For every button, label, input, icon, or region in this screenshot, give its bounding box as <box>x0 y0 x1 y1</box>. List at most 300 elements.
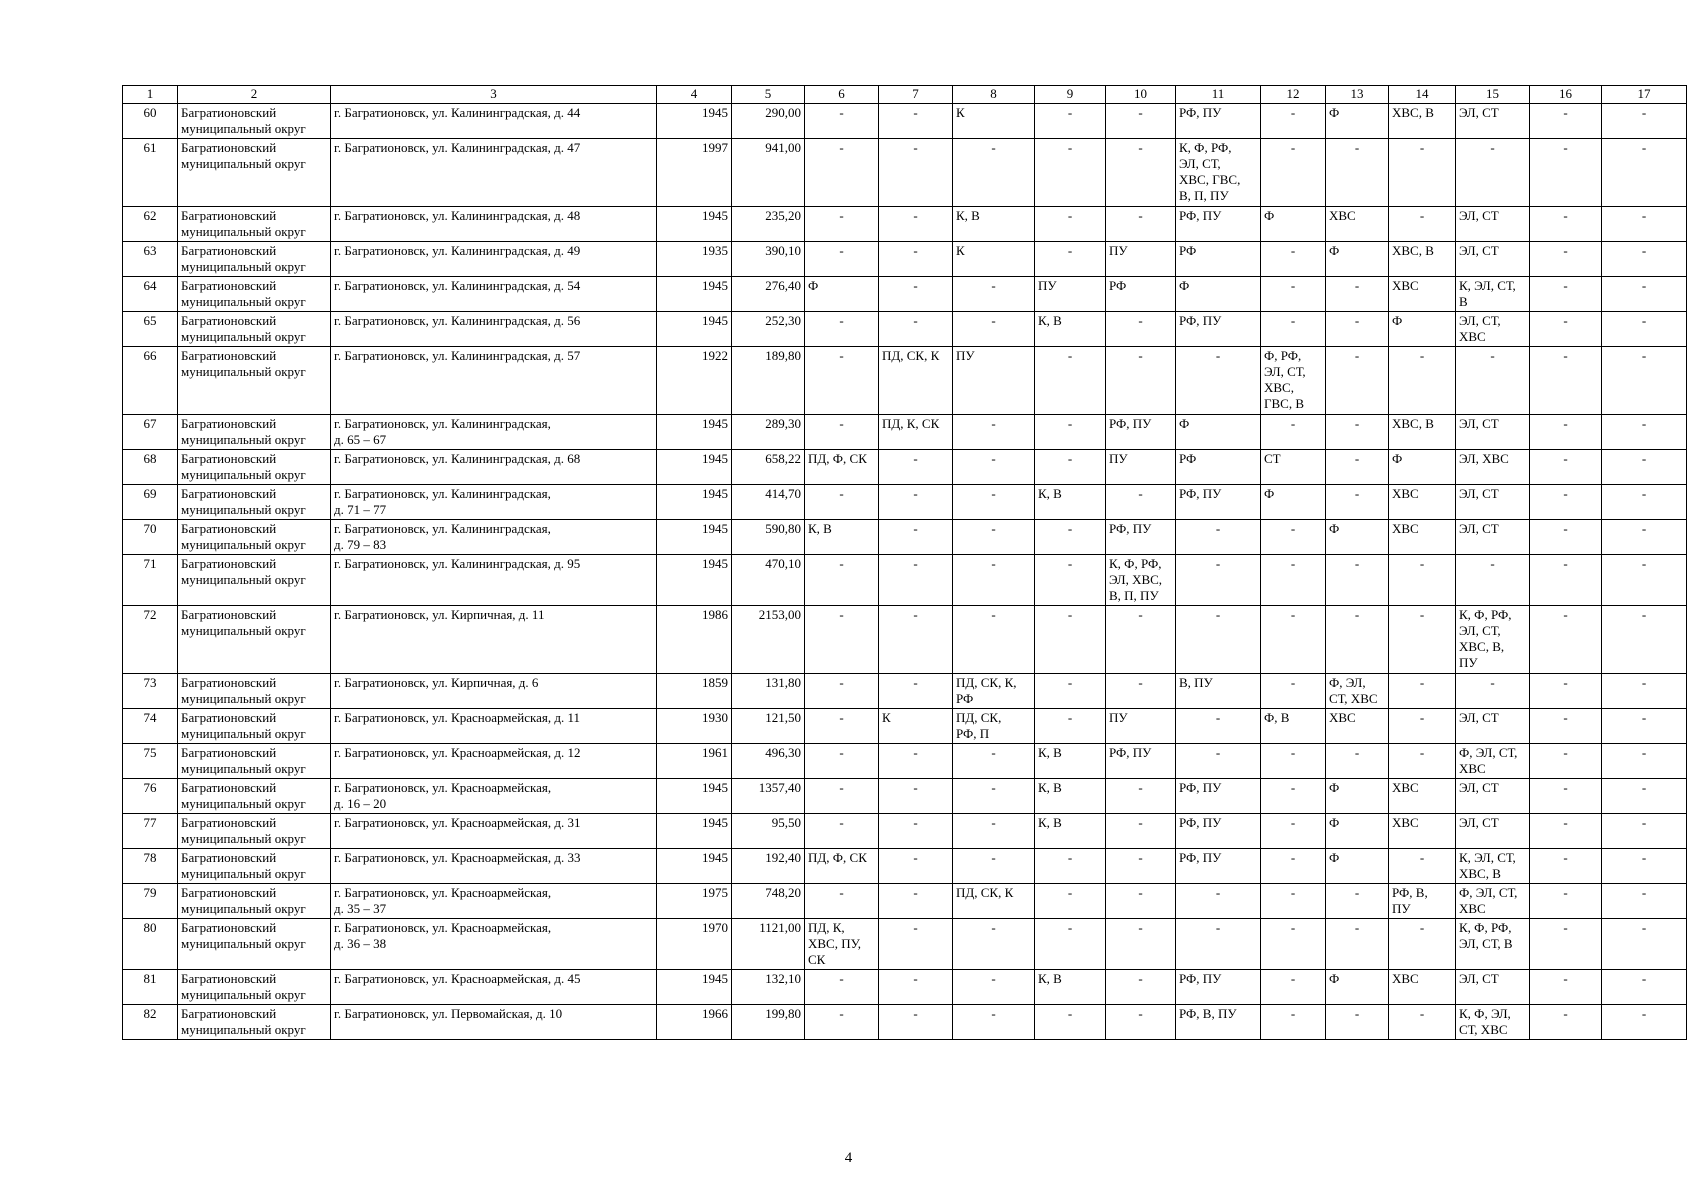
table-cell: - <box>879 1005 953 1040</box>
table-cell: РФ <box>1176 242 1261 277</box>
table-cell: Ф <box>1176 277 1261 312</box>
table-cell: - <box>805 555 879 606</box>
table-cell: К, ЭЛ, СТ, ХВС, В <box>1456 849 1530 884</box>
table-cell: 81 <box>123 970 178 1005</box>
table-cell: - <box>879 814 953 849</box>
table-cell: К, Ф, РФ, ЭЛ, ХВС, В, П, ПУ <box>1106 555 1176 606</box>
table-cell: Багратионовский муниципальный округ <box>178 347 331 415</box>
table-cell: - <box>1035 555 1106 606</box>
table-cell: - <box>1106 814 1176 849</box>
table-row <box>123 1005 1687 1040</box>
table-cell: ПД, К, ХВС, ПУ, СК <box>805 919 879 970</box>
table-cell: - <box>805 970 879 1005</box>
table-cell: - <box>1530 674 1602 709</box>
column-header: 15 <box>1456 86 1530 104</box>
table-cell: - <box>879 919 953 970</box>
table-cell: Багратионовский муниципальный округ <box>178 744 331 779</box>
table-cell: - <box>1035 606 1106 674</box>
table-cell: 1945 <box>657 485 732 520</box>
table-cell: РФ, ПУ <box>1176 207 1261 242</box>
table-cell: Багратионовский муниципальный округ <box>178 277 331 312</box>
table-cell: ЭЛ, ХВС <box>1456 450 1530 485</box>
table-cell: - <box>1106 849 1176 884</box>
table-cell: В, ПУ <box>1176 674 1261 709</box>
table-cell: К, Ф, РФ, ЭЛ, СТ, ХВС, ГВС, В, П, ПУ <box>1176 139 1261 207</box>
table-row <box>123 347 1687 415</box>
table-cell: - <box>1261 1005 1326 1040</box>
table-row <box>123 709 1687 744</box>
table-cell: 1357,40 <box>732 779 805 814</box>
table-cell: г. Багратионовск, ул. Калининградская, д. 56 <box>331 312 657 347</box>
table-cell: - <box>953 415 1035 450</box>
table-cell: - <box>1530 814 1602 849</box>
table-cell: - <box>1176 520 1261 555</box>
table-cell: РФ, В, ПУ <box>1176 1005 1261 1040</box>
table-cell: - <box>1602 347 1687 415</box>
table-cell: - <box>879 555 953 606</box>
table-cell: - <box>805 709 879 744</box>
table-cell: РФ <box>1176 450 1261 485</box>
table-cell: - <box>1035 919 1106 970</box>
table-cell: - <box>1326 919 1389 970</box>
table-cell: - <box>1530 520 1602 555</box>
table-cell: - <box>1530 415 1602 450</box>
column-header: 17 <box>1602 86 1687 104</box>
column-header: 10 <box>1106 86 1176 104</box>
table-cell: - <box>879 485 953 520</box>
table-cell: 1966 <box>657 1005 732 1040</box>
table-cell: - <box>1106 104 1176 139</box>
table-cell: 192,40 <box>732 849 805 884</box>
table-cell: 82 <box>123 1005 178 1040</box>
table-cell: - <box>1326 312 1389 347</box>
table-cell: ЭЛ, СТ <box>1456 207 1530 242</box>
table-cell: - <box>1530 744 1602 779</box>
table-cell: - <box>1261 814 1326 849</box>
table-cell: - <box>1602 277 1687 312</box>
table-cell: ХВС, В <box>1389 104 1456 139</box>
table-cell: 189,80 <box>732 347 805 415</box>
table-cell: - <box>1530 207 1602 242</box>
table-cell: - <box>1261 779 1326 814</box>
table-cell: ЭЛ, СТ, ХВС <box>1456 312 1530 347</box>
table-cell: РФ, ПУ <box>1176 312 1261 347</box>
table-cell: - <box>805 415 879 450</box>
table-cell: - <box>1602 849 1687 884</box>
table-cell: К, В <box>1035 485 1106 520</box>
table-cell: 1945 <box>657 849 732 884</box>
table-cell: - <box>805 242 879 277</box>
table-cell: ЭЛ, СТ <box>1456 485 1530 520</box>
table-cell: Ф, ЭЛ, СТ, ХВС <box>1456 884 1530 919</box>
table-cell: - <box>1106 779 1176 814</box>
table-row <box>123 779 1687 814</box>
table-cell: 470,10 <box>732 555 805 606</box>
table-cell: - <box>1530 555 1602 606</box>
table-cell: 1997 <box>657 139 732 207</box>
table-cell: 1121,00 <box>732 919 805 970</box>
column-header: 12 <box>1261 86 1326 104</box>
table-cell: - <box>1261 555 1326 606</box>
table-cell: - <box>879 674 953 709</box>
table-cell: 1945 <box>657 207 732 242</box>
table-cell: - <box>1530 450 1602 485</box>
table-cell: 60 <box>123 104 178 139</box>
table-cell: - <box>805 814 879 849</box>
table-cell: - <box>1035 347 1106 415</box>
table-row <box>123 970 1687 1005</box>
table-cell: ХВС, В <box>1389 415 1456 450</box>
table-cell: Багратионовский муниципальный округ <box>178 485 331 520</box>
table-cell: 65 <box>123 312 178 347</box>
data-table <box>122 85 1687 1040</box>
table-cell: - <box>1261 919 1326 970</box>
table-cell: ЭЛ, СТ <box>1456 242 1530 277</box>
table-cell: РФ, ПУ <box>1106 415 1176 450</box>
column-header: 4 <box>657 86 732 104</box>
table-cell: - <box>953 814 1035 849</box>
table-cell: 2153,00 <box>732 606 805 674</box>
table-cell: ПД, СК, К <box>953 884 1035 919</box>
table-cell: ЭЛ, СТ <box>1456 814 1530 849</box>
table-cell: К, Ф, РФ, ЭЛ, СТ, ХВС, В, ПУ <box>1456 606 1530 674</box>
table-cell: 76 <box>123 779 178 814</box>
table-cell: Багратионовский муниципальный округ <box>178 312 331 347</box>
table-cell: - <box>879 970 953 1005</box>
table-cell: - <box>1035 242 1106 277</box>
table-cell: 252,30 <box>732 312 805 347</box>
table-cell: - <box>1035 207 1106 242</box>
table-cell: - <box>805 104 879 139</box>
table-cell: - <box>1602 139 1687 207</box>
table-cell: - <box>805 485 879 520</box>
table-cell: - <box>1530 104 1602 139</box>
column-header: 1 <box>123 86 178 104</box>
table-cell: - <box>879 606 953 674</box>
table-cell: Багратионовский муниципальный округ <box>178 555 331 606</box>
table-row <box>123 674 1687 709</box>
table-cell: 199,80 <box>732 1005 805 1040</box>
table-cell: - <box>953 606 1035 674</box>
table-cell: 1986 <box>657 606 732 674</box>
table-cell: РФ, ПУ <box>1106 744 1176 779</box>
table-cell: г. Багратионовск, ул. Калининградская, д. 65 – 67 <box>331 415 657 450</box>
table-cell: Ф <box>1176 415 1261 450</box>
table-cell: - <box>1106 919 1176 970</box>
table-cell: г. Багратионовск, ул. Красноармейская, д. 16 – 20 <box>331 779 657 814</box>
table-cell: 290,00 <box>732 104 805 139</box>
table-cell: - <box>1035 450 1106 485</box>
table-cell: 75 <box>123 744 178 779</box>
table-cell: - <box>1326 744 1389 779</box>
table-cell: - <box>1176 919 1261 970</box>
table-cell: Багратионовский муниципальный округ <box>178 207 331 242</box>
table-cell: 1945 <box>657 555 732 606</box>
table-cell: 78 <box>123 849 178 884</box>
table-cell: РФ, ПУ <box>1176 485 1261 520</box>
table-cell: Ф <box>1326 970 1389 1005</box>
table-cell: - <box>1530 1005 1602 1040</box>
table-cell: 68 <box>123 450 178 485</box>
table-cell: 1961 <box>657 744 732 779</box>
table-cell: г. Багратионовск, ул. Калининградская, д. 49 <box>331 242 657 277</box>
table-cell: 64 <box>123 277 178 312</box>
table-cell: - <box>1106 1005 1176 1040</box>
table-cell: г. Багратионовск, ул. Калининградская, д. 79 – 83 <box>331 520 657 555</box>
table-cell: - <box>953 970 1035 1005</box>
table-cell: - <box>1106 606 1176 674</box>
table-cell: РФ, ПУ <box>1176 814 1261 849</box>
table-cell: - <box>1326 277 1389 312</box>
table-cell: 132,10 <box>732 970 805 1005</box>
table-cell: - <box>1389 207 1456 242</box>
table-cell: - <box>1035 849 1106 884</box>
table-cell: К, В <box>1035 744 1106 779</box>
table-cell: - <box>1326 555 1389 606</box>
table-cell: - <box>1176 347 1261 415</box>
column-header: 6 <box>805 86 879 104</box>
table-cell: ПУ <box>953 347 1035 415</box>
table-cell: - <box>879 139 953 207</box>
column-header: 14 <box>1389 86 1456 104</box>
table-cell: - <box>1602 520 1687 555</box>
table-cell: г. Багратионовск, ул. Калининградская, д. 54 <box>331 277 657 312</box>
table-cell: К <box>879 709 953 744</box>
table-cell: - <box>1261 277 1326 312</box>
table-cell: ХВС, В <box>1389 242 1456 277</box>
table-cell: - <box>1602 919 1687 970</box>
table-cell: ХВС <box>1389 485 1456 520</box>
table-cell: - <box>1035 415 1106 450</box>
table-cell: - <box>805 139 879 207</box>
table-row <box>123 919 1687 970</box>
table-cell: К, Ф, ЭЛ, СТ, ХВС <box>1456 1005 1530 1040</box>
table-cell: Багратионовский муниципальный округ <box>178 242 331 277</box>
table-cell: 658,22 <box>732 450 805 485</box>
table-cell: 69 <box>123 485 178 520</box>
table-cell: ХВС <box>1389 814 1456 849</box>
table-cell: - <box>1530 919 1602 970</box>
table-cell: - <box>953 485 1035 520</box>
table-row <box>123 884 1687 919</box>
table-cell: 1970 <box>657 919 732 970</box>
table-cell: - <box>879 779 953 814</box>
table-cell: - <box>1106 485 1176 520</box>
table-cell: г. Багратионовск, ул. Калининградская, д. 47 <box>331 139 657 207</box>
table-cell: - <box>1261 312 1326 347</box>
table-cell: Багратионовский муниципальный округ <box>178 884 331 919</box>
table-cell: - <box>1176 884 1261 919</box>
table-cell: ЭЛ, СТ <box>1456 709 1530 744</box>
table-cell: 941,00 <box>732 139 805 207</box>
table-cell: - <box>1261 970 1326 1005</box>
table-cell: г. Багратионовск, ул. Калининградская, д. 95 <box>331 555 657 606</box>
table-cell: 1930 <box>657 709 732 744</box>
table-cell: 276,40 <box>732 277 805 312</box>
table-cell: - <box>1326 139 1389 207</box>
table-cell: Ф <box>1389 312 1456 347</box>
table-cell: ХВС <box>1389 970 1456 1005</box>
table-row <box>123 485 1687 520</box>
table-cell: Ф <box>1326 814 1389 849</box>
table-cell: ЭЛ, СТ <box>1456 970 1530 1005</box>
table-cell: ХВС <box>1389 520 1456 555</box>
table-cell: - <box>1530 779 1602 814</box>
table-cell: 77 <box>123 814 178 849</box>
table-cell: - <box>1035 104 1106 139</box>
table-cell: 74 <box>123 709 178 744</box>
table-cell: - <box>1602 104 1687 139</box>
table-cell: 496,30 <box>732 744 805 779</box>
table-cell: - <box>879 277 953 312</box>
table-cell: 79 <box>123 884 178 919</box>
table-cell: Багратионовский муниципальный округ <box>178 450 331 485</box>
table-cell: - <box>1602 674 1687 709</box>
table-header-row <box>123 86 1687 104</box>
table-cell: Ф <box>1326 849 1389 884</box>
table-cell: - <box>1602 709 1687 744</box>
table-row <box>123 744 1687 779</box>
table-cell: Ф <box>1261 485 1326 520</box>
table-cell: г. Багратионовск, ул. Красноармейская, д. 12 <box>331 744 657 779</box>
table-cell: РФ <box>1106 277 1176 312</box>
table-cell: - <box>1602 415 1687 450</box>
column-header: 2 <box>178 86 331 104</box>
table-cell: - <box>1530 485 1602 520</box>
table-cell: 414,70 <box>732 485 805 520</box>
table-row <box>123 104 1687 139</box>
table-cell: - <box>1602 242 1687 277</box>
table-cell: - <box>1530 312 1602 347</box>
table-cell: ПД, Ф, СК <box>805 849 879 884</box>
table-cell: - <box>805 347 879 415</box>
table-cell: - <box>1389 1005 1456 1040</box>
table-cell: - <box>1389 674 1456 709</box>
table-cell: - <box>1602 485 1687 520</box>
table-cell: - <box>1035 884 1106 919</box>
table-cell: 1922 <box>657 347 732 415</box>
table-cell: ЭЛ, СТ <box>1456 779 1530 814</box>
table-cell: Багратионовский муниципальный округ <box>178 1005 331 1040</box>
table-cell: Багратионовский муниципальный округ <box>178 104 331 139</box>
table-row <box>123 520 1687 555</box>
column-header: 9 <box>1035 86 1106 104</box>
table-cell: Ф <box>1261 207 1326 242</box>
table-cell: - <box>805 744 879 779</box>
table-cell: Багратионовский муниципальный округ <box>178 415 331 450</box>
table-row <box>123 277 1687 312</box>
table-cell: - <box>1326 415 1389 450</box>
table-cell: - <box>1261 849 1326 884</box>
table-cell: - <box>1602 814 1687 849</box>
table-cell: 67 <box>123 415 178 450</box>
table-cell: Ф, РФ, ЭЛ, СТ, ХВС, ГВС, В <box>1261 347 1326 415</box>
table-cell: - <box>1261 139 1326 207</box>
table-cell: г. Багратионовск, ул. Калининградская, д. 68 <box>331 450 657 485</box>
table-cell: ПД, СК, К <box>879 347 953 415</box>
table-cell: - <box>1530 849 1602 884</box>
table-row <box>123 814 1687 849</box>
table-cell: 121,50 <box>732 709 805 744</box>
table-cell: - <box>879 104 953 139</box>
table-cell: К, В <box>805 520 879 555</box>
table-cell: 1859 <box>657 674 732 709</box>
table-cell: Ф, ЭЛ, СТ, ХВС <box>1326 674 1389 709</box>
table-cell: - <box>1106 312 1176 347</box>
table-cell: 70 <box>123 520 178 555</box>
table-cell: ПД, СК, К, РФ <box>953 674 1035 709</box>
table-cell: г. Багратионовск, ул. Красноармейская, д. 36 – 38 <box>331 919 657 970</box>
table-cell: 72 <box>123 606 178 674</box>
table-cell: ПД, Ф, СК <box>805 450 879 485</box>
table-row <box>123 139 1687 207</box>
table-cell: - <box>1602 606 1687 674</box>
table-cell: 95,50 <box>732 814 805 849</box>
column-header: 5 <box>732 86 805 104</box>
table-cell: - <box>805 207 879 242</box>
table-cell: - <box>1326 1005 1389 1040</box>
table-cell: - <box>1602 884 1687 919</box>
table-cell: - <box>953 450 1035 485</box>
table-cell: К, В <box>1035 312 1106 347</box>
table-row <box>123 555 1687 606</box>
table-cell: - <box>1602 555 1687 606</box>
table-row <box>123 312 1687 347</box>
table-cell: К, В <box>1035 779 1106 814</box>
table-cell: К <box>953 104 1035 139</box>
table-cell: ХВС <box>1326 207 1389 242</box>
table-cell: Ф <box>1326 242 1389 277</box>
table-cell: - <box>953 849 1035 884</box>
table-cell: К, В <box>953 207 1035 242</box>
table-cell: К <box>953 242 1035 277</box>
table-cell: г. Багратионовск, ул. Красноармейская, д. 33 <box>331 849 657 884</box>
table-cell: - <box>953 555 1035 606</box>
table-cell: Багратионовский муниципальный округ <box>178 139 331 207</box>
table-cell: ПУ <box>1106 242 1176 277</box>
table-cell: Ф <box>1389 450 1456 485</box>
table-cell: г. Багратионовск, ул. Калининградская, д. 71 – 77 <box>331 485 657 520</box>
table-cell: - <box>1106 207 1176 242</box>
table-cell: - <box>1326 485 1389 520</box>
table-cell: 748,20 <box>732 884 805 919</box>
table-cell: - <box>1035 1005 1106 1040</box>
table-cell: - <box>1602 779 1687 814</box>
table-cell: 1945 <box>657 415 732 450</box>
table-cell: Ф <box>1326 779 1389 814</box>
table-cell: 66 <box>123 347 178 415</box>
table-cell: - <box>1035 709 1106 744</box>
table-cell: - <box>1389 606 1456 674</box>
table-cell: - <box>805 674 879 709</box>
table-cell: - <box>879 450 953 485</box>
table-cell: - <box>1456 674 1530 709</box>
table-cell: - <box>879 312 953 347</box>
table-cell: - <box>1176 709 1261 744</box>
table-cell: Багратионовский муниципальный округ <box>178 709 331 744</box>
table-cell: 289,30 <box>732 415 805 450</box>
table-cell: - <box>1602 744 1687 779</box>
column-header: 11 <box>1176 86 1261 104</box>
table-cell: РФ, ПУ <box>1176 779 1261 814</box>
table-cell: - <box>1530 884 1602 919</box>
table-cell: 1945 <box>657 520 732 555</box>
table-cell: - <box>805 779 879 814</box>
table-cell: - <box>1326 347 1389 415</box>
table-cell: РФ, ПУ <box>1176 849 1261 884</box>
table-cell: - <box>1176 606 1261 674</box>
table-cell: - <box>879 242 953 277</box>
